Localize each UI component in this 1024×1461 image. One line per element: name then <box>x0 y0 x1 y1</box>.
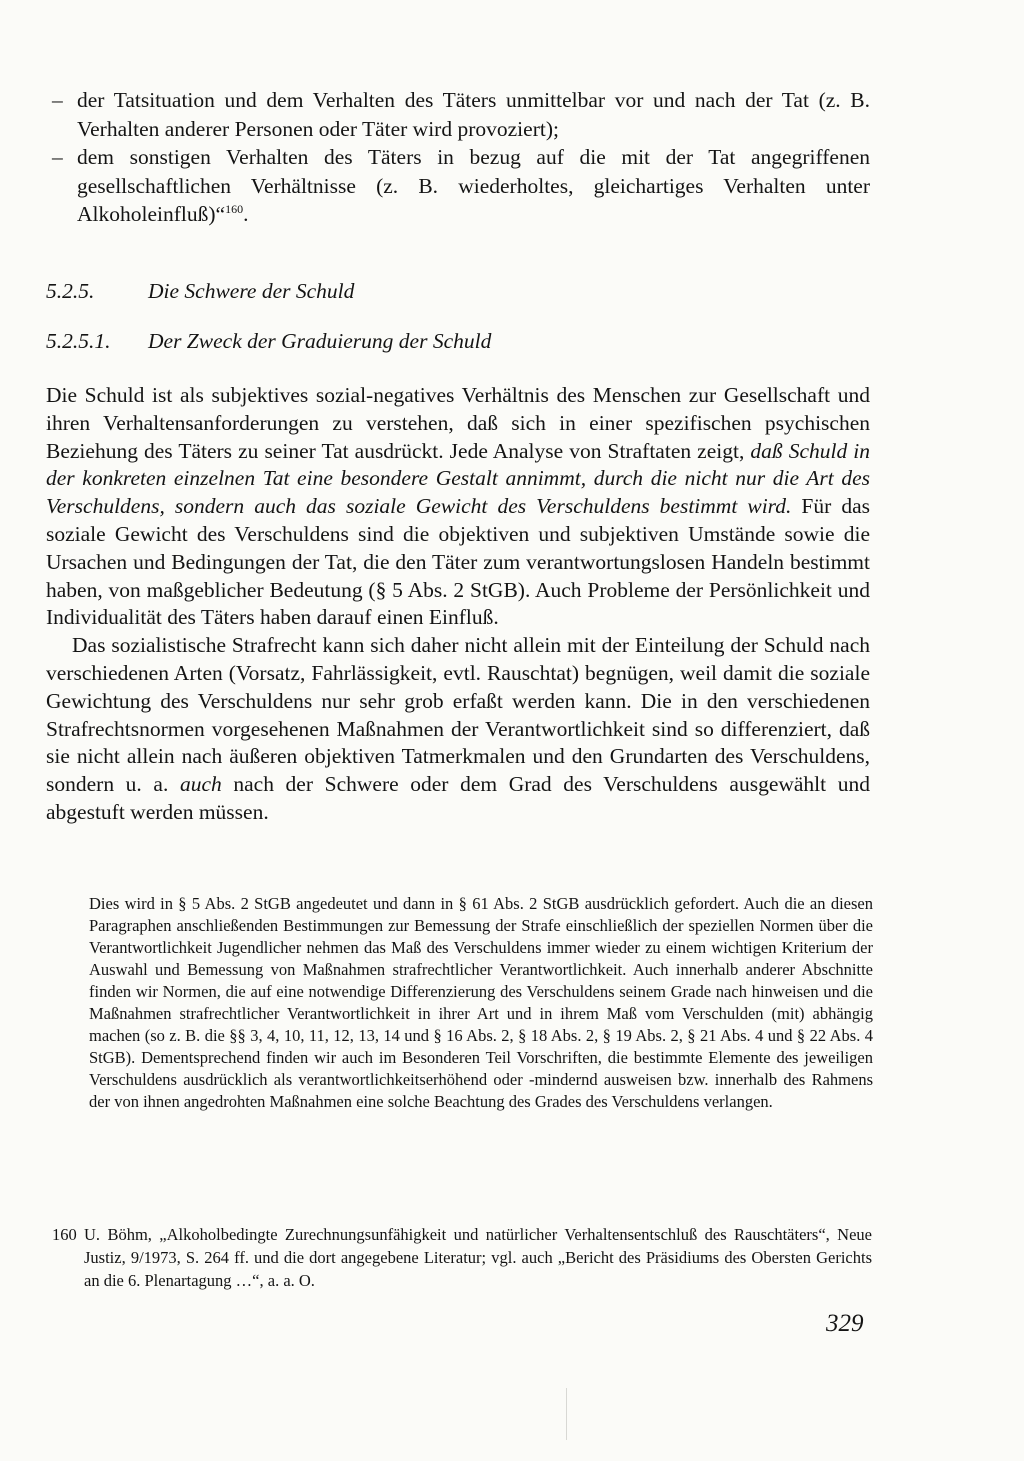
body-text <box>46 382 870 827</box>
subsection-title: Der Zweck der Graduierung der Schuld <box>148 329 492 353</box>
footnote <box>52 1223 872 1292</box>
section-title: Die Schwere der Schuld <box>148 279 355 303</box>
paragraph-text: Die Schuld ist als subjektives sozial-negatives Verhältnis des Menschen zur Gesellschaft und ihren Verhaltensanforderungen zu verstehen, daß sich in einer spezifischen psychischen Beziehung des Täters zu seiner Tat ausdrückt. Jede Analyse von Straftaten zeigt, <box>46 383 870 463</box>
bullet-end-punctuation: . <box>243 202 249 226</box>
bullet-dash: – <box>52 145 63 169</box>
small-print-paragraph: Dies wird in § 5 Abs. 2 StGB angedeutet und dann in § 61 Abs. 2 StGB ausdrücklich gefordert. Auch die an diesen Paragraphen anschließenden Bestimmungen zur Bemessung der Strafe einschließlich der speziellen Normen über die Verantwortlichkeit Jugendlicher nehmen das Maß des Verschuldens immer wieder zu einem wichtigen Kriterium der Auswahl und Bemessung von Maßnahmen strafrechtlicher Verantwortlichkeit. Auch innerhalb anderer Abschnitte finden wir Normen, die auf eine notwendige Differenzierung des Verschuldens seinem Grade nach hinweisen und die Maßnahmen strafrechtlicher Verantwortlichkeit in ihrer Art und in ihrem Maß vom Verschulden (mit) abhängig machen (so z. B. die §§ 3, 4, 10, 11, 12, 13, 14 und § 16 Abs. 2, § 18 Abs. 2, § 19 Abs. 2, § 21 Abs. 4 und § 22 Abs. 4 StGB). Dementsprechend finden wir auch im Besonderen Teil Vorschriften, die bestimmte Elemente des jeweiligen Verschuldens ausdrücklich als verantwortlichkeitserhöhend oder -mindernd ausweisen bzw. innerhalb des Rahmens der von ihnen angedrohten Maßnahmen eine solche Beachtung des Grades des Verschuldens verlangen. <box>89 894 873 1111</box>
bullet-text-container <box>77 143 870 229</box>
paragraph-text: Für das soziale Gewicht des Verschuldens sind die objektiven und subjektiven Umstände sowie die Ursachen und Bedingungen der Tat, die den Täter zum verantwortungslosen Handeln bestimmt haben, von maßgeblicher Bedeutung (§ 5 Abs. 2 StGB). Auch Probleme der Persönlichkeit und Individualität des Täters haben darauf einen Einfluß. <box>46 494 871 630</box>
paragraph <box>46 632 870 827</box>
bullet-item <box>52 86 870 143</box>
bullet-text: der Tatsituation und dem Verhalten des Täters unmittelbar vor und nach der Tat (z. B. Verhalten anderer Personen oder Täter wird provoziert); <box>77 88 870 141</box>
footnote-text: U. Böhm, „Alkoholbedingte Zurechnungsunfähigkeit und natürlicher Verhaltensentschluß des Rauschtäters“, Neue Justiz, 9/1973, S. 264 ff. und die dort angegebene Literatur; vgl. auch „Bericht des Präsidiums des Obersten Gerichts an die 6. Plenartagung …“, a. a. O. <box>84 1225 872 1290</box>
emphasized-text: auch <box>179 772 222 797</box>
section-heading <box>46 279 354 304</box>
subsection-number: 5.2.5.1. <box>46 329 111 353</box>
bullet-item <box>52 143 870 229</box>
bullet-list <box>52 86 870 229</box>
footnote-reference: 160 <box>225 201 244 216</box>
scan-artifact-line <box>566 1388 567 1440</box>
emphasized-text: daß Schuld in der konkreten einzelnen Tat eine besondere Gestalt annimmt, durch die nicht nur die Art des Verschuldens, sondern auch das soziale Gewicht des Verschuldens bestimmt wird. <box>46 438 870 519</box>
bullet-text: dem sonstigen Verhalten des Täters in bezug auf die mit der Tat angegriffenen gesellschaftlichen Verhältnisse (z. B. wiederholtes, gleichartiges Verhalten unter Alkoholeinfluß)“ <box>77 145 870 226</box>
subsection-heading <box>46 329 491 354</box>
paragraph <box>46 382 870 632</box>
paragraph-text: nach der Schwere oder dem Grad des Verschuldens ausgewählt und abgestuft werden müssen. <box>46 772 870 824</box>
footnote-number: 160 <box>52 1225 77 1244</box>
section-number: 5.2.5. <box>46 279 95 303</box>
bullet-dash: – <box>52 88 63 112</box>
paragraph-text: Das sozialistische Strafrecht kann sich daher nicht allein mit der Einteilung der Schuld nach verschiedenen Arten (Vorsatz, Fahrlässigkeit, evtl. Rauschtat) begnügen, weil damit die soziale Gewichtung des Verschuldens nur sehr grob erfaßt werden kann. Die in den verschiedenen Strafrechtsnormen vorgesehenen Maßnahmen der Verantwortlichkeit sind so differenziert, daß sie nicht allein nach äußeren objektiven Tatmerkmalen und den Grundarten des Verschuldens, sondern u. a. <box>46 633 870 797</box>
page-number: 329 <box>826 1310 864 1337</box>
